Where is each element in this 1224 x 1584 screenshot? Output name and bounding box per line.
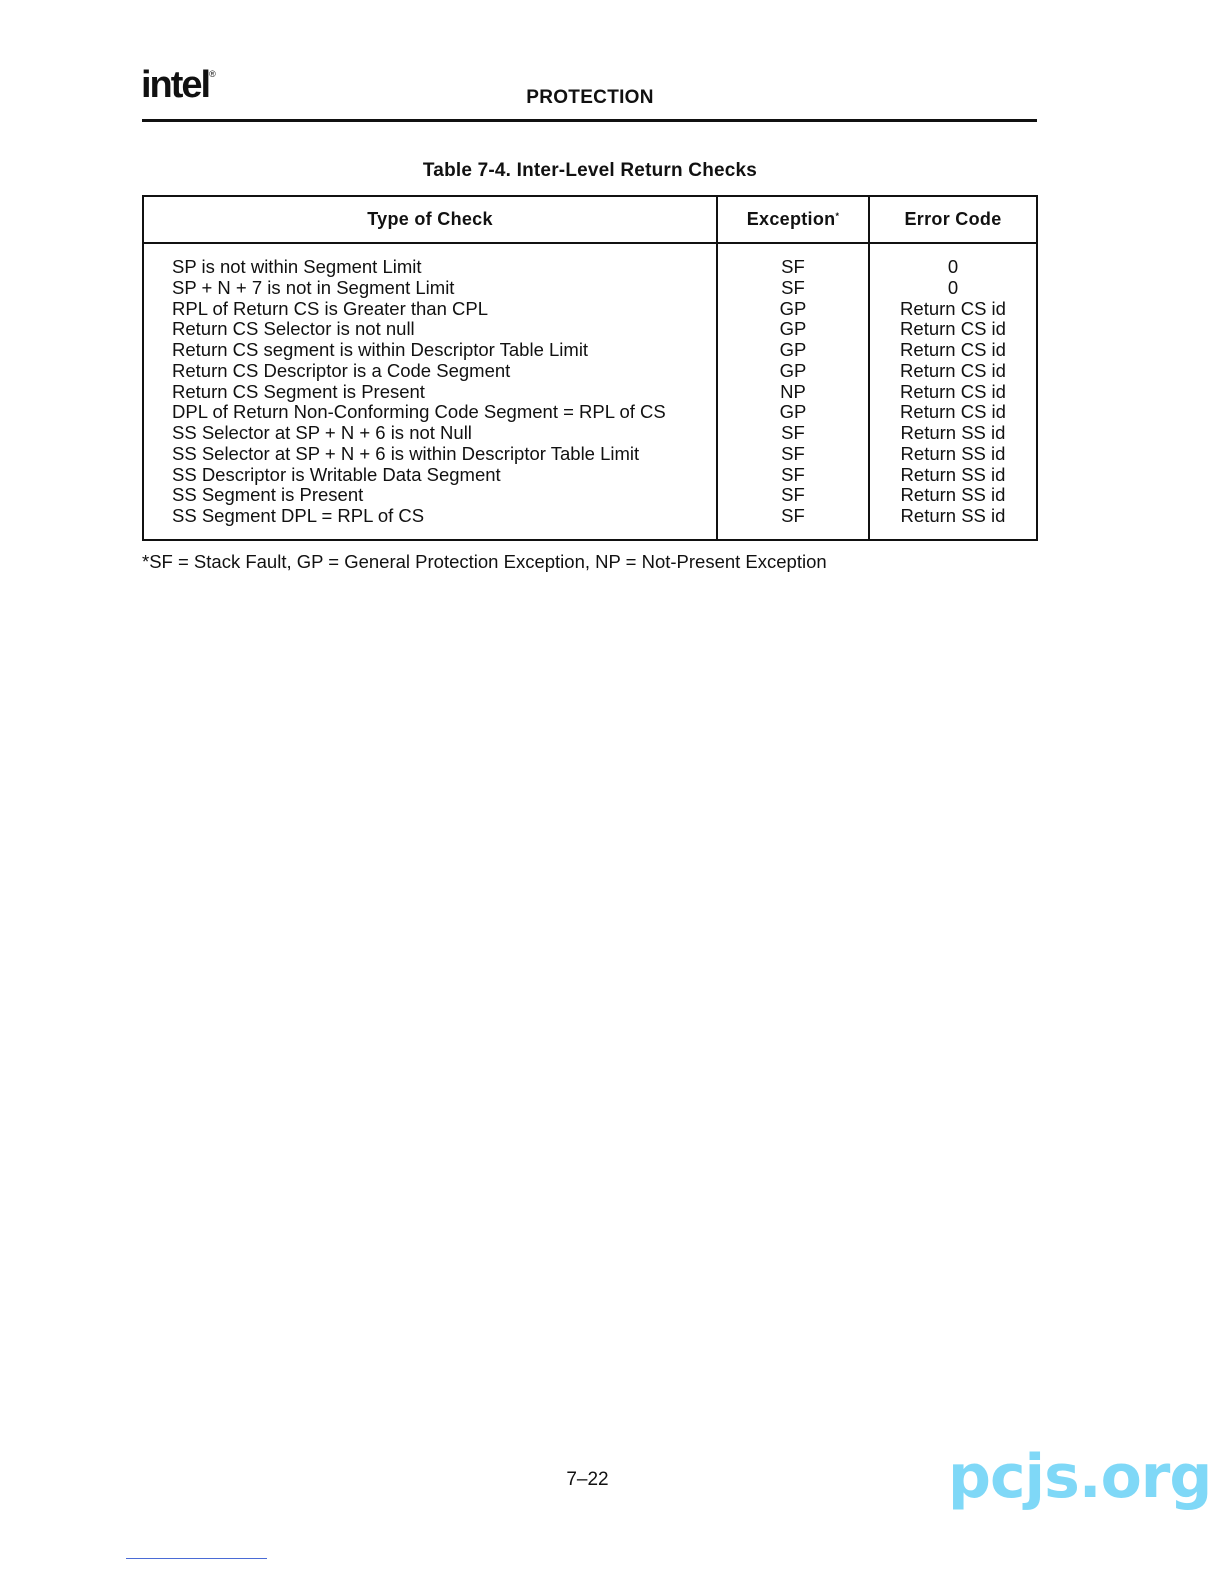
page-number: 7–22 — [566, 1469, 609, 1490]
check-cell: SS Segment is Present — [172, 484, 364, 506]
section-title: PROTECTION — [526, 87, 654, 108]
table-row — [144, 340, 1036, 361]
table-title: Table 7-4. Inter-Level Return Checks — [422, 160, 758, 181]
check-cell: SS Descriptor is Writable Data Segment — [172, 463, 501, 485]
exception-cell: GP — [779, 318, 807, 340]
error-code-cell: 0 — [947, 256, 959, 277]
table-row — [144, 278, 1036, 299]
table-footnote: *SF = Stack Fault, GP = General Protection Exception, NP = Not-Present Exception — [142, 551, 827, 572]
exception-cell: SF — [781, 422, 805, 443]
check-cell: Return CS Selector is not null — [172, 318, 415, 340]
exception-header-label: Exception — [746, 209, 836, 229]
table-row — [144, 423, 1036, 444]
error-code-cell: Return CS id — [900, 359, 1006, 381]
check-cell: SS Selector at SP + N + 6 is within Descriptor Table Limit — [172, 442, 640, 464]
bottom-rule — [126, 1558, 267, 1559]
column-header-error-code: Error Code — [904, 209, 1002, 229]
exception-cell: GP — [779, 339, 807, 360]
check-cell: Return CS Descriptor is a Code Segment — [172, 359, 511, 381]
column-header-exception — [718, 209, 868, 230]
error-code-cell: Return SS id — [900, 422, 1006, 443]
error-code-cell: 0 — [947, 276, 959, 298]
table-row — [144, 485, 1036, 506]
table-row — [144, 506, 1036, 527]
exception-cell: NP — [780, 380, 806, 402]
table-row — [144, 444, 1036, 465]
table-row — [144, 319, 1036, 340]
error-code-cell: Return CS id — [900, 339, 1006, 360]
column-header-type-of-check: Type of Check — [367, 209, 493, 229]
table-row — [144, 465, 1036, 486]
error-code-cell: Return SS id — [900, 463, 1006, 485]
table-row — [144, 402, 1036, 423]
check-cell: Return CS Segment is Present — [172, 380, 425, 402]
exception-cell: SF — [781, 484, 805, 506]
exception-cell: SF — [781, 463, 805, 485]
table-body — [144, 257, 1036, 527]
error-code-cell: Return CS id — [900, 297, 1006, 319]
check-cell: SP + N + 7 is not in Segment Limit — [172, 276, 455, 298]
table-row — [144, 257, 1036, 278]
logo-text: intel — [141, 64, 210, 106]
table-row — [144, 382, 1036, 403]
check-cell: RPL of Return CS is Greater than CPL — [172, 297, 489, 319]
registered-mark: ® — [209, 69, 216, 79]
check-cell: SS Selector at SP + N + 6 is not Null — [172, 422, 472, 443]
header-rule — [142, 119, 1037, 122]
exception-cell: GP — [779, 297, 807, 319]
header-divider — [144, 242, 1036, 244]
check-cell: SP is not within Segment Limit — [172, 256, 422, 277]
exception-cell: GP — [779, 401, 807, 423]
check-cell: Return CS segment is within Descriptor Table Limit — [172, 339, 589, 360]
exception-cell: SF — [781, 256, 805, 277]
table-row — [144, 361, 1036, 382]
table-row — [144, 299, 1036, 320]
exception-cell: SF — [781, 442, 805, 464]
error-code-cell: Return SS id — [900, 442, 1006, 464]
pcjs-watermark: pcjs.org — [948, 1442, 1212, 1512]
error-code-cell: Return CS id — [900, 318, 1006, 340]
error-code-cell: Return CS id — [900, 401, 1006, 423]
error-code-cell: Return SS id — [900, 484, 1006, 506]
footnote-marker: * — [835, 211, 840, 221]
check-cell: DPL of Return Non-Conforming Code Segment = RPL of CS — [172, 401, 666, 423]
check-cell: SS Segment DPL = RPL of CS — [172, 505, 425, 526]
exception-cell: SF — [781, 276, 805, 298]
exception-cell: GP — [779, 359, 807, 381]
exception-cell: SF — [781, 505, 805, 526]
return-checks-table — [142, 195, 1038, 541]
error-code-cell: Return CS id — [900, 380, 1006, 402]
error-code-cell: Return SS id — [900, 505, 1006, 526]
